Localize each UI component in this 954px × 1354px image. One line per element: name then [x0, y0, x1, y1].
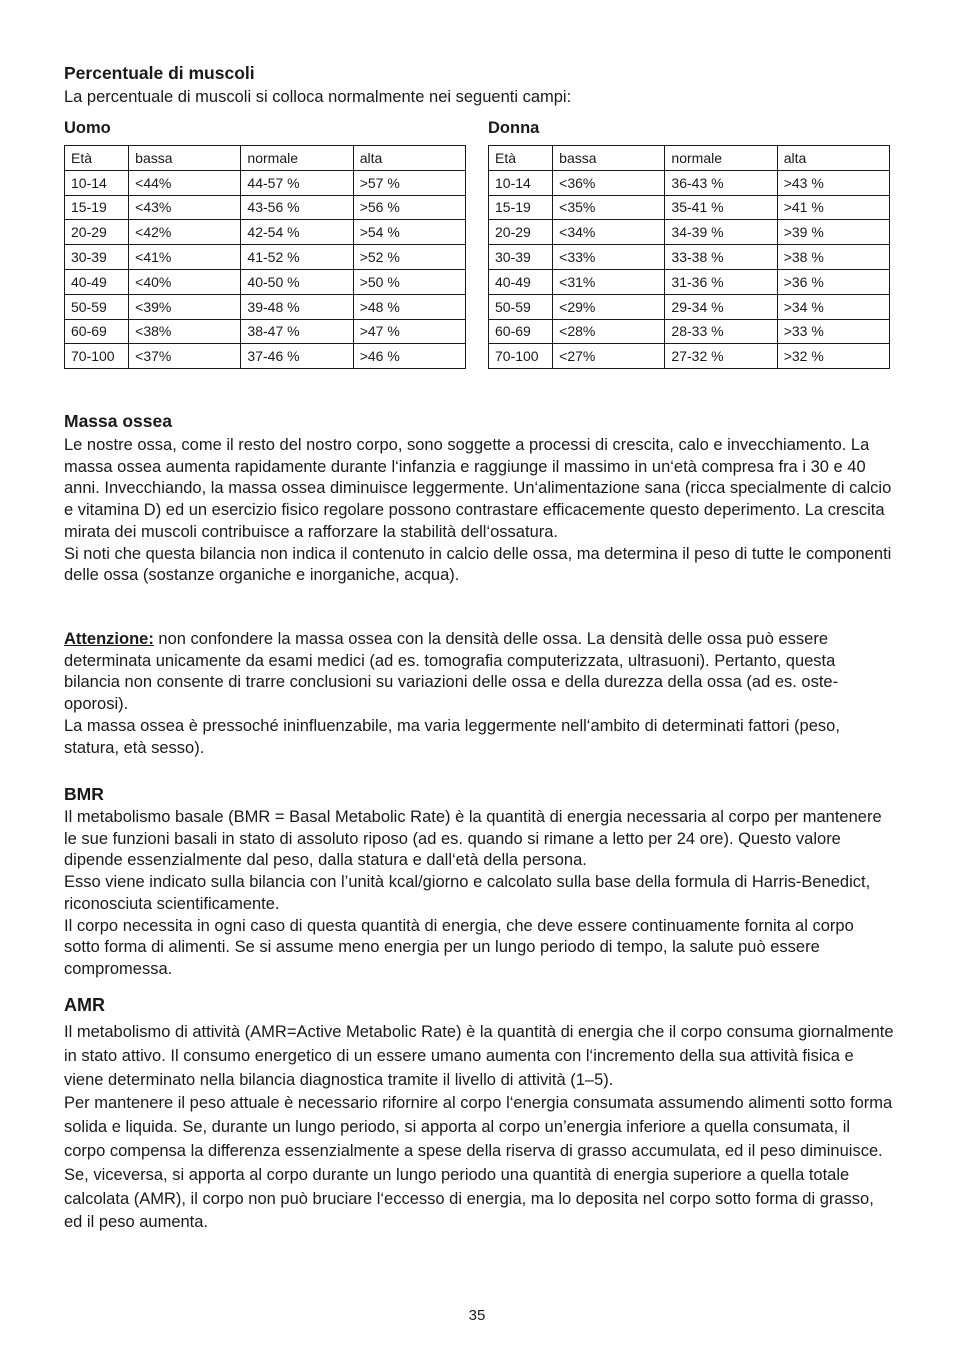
men-label: Uomo: [64, 119, 111, 137]
table-row: [65, 245, 466, 270]
table-header-row: [489, 146, 890, 171]
table-row: [489, 344, 890, 369]
table-cell: >50 %: [353, 269, 465, 294]
table-header-cell: alta: [777, 146, 889, 171]
table-row: [65, 294, 466, 319]
table-cell: 39-48 %: [241, 294, 353, 319]
page-number: 35: [468, 1307, 486, 1324]
table-cell: 35-41 %: [665, 195, 777, 220]
table-cell: 33-38 %: [665, 245, 777, 270]
table-row: [65, 269, 466, 294]
table-cell: 70-100: [489, 344, 553, 369]
table-cell: 50-59: [65, 294, 129, 319]
table-cell: <34%: [553, 220, 665, 245]
muscles-title: Percentuale di muscoli: [64, 63, 255, 83]
table-cell: <31%: [553, 269, 665, 294]
table-cell: 42-54 %: [241, 220, 353, 245]
table-header-cell: alta: [353, 146, 465, 171]
table-cell: >57 %: [353, 170, 465, 195]
bone-title: Massa ossea: [64, 411, 172, 431]
table-cell: 20-29: [65, 220, 129, 245]
amr-paragraph-1: Il metabolismo di attività (AMR=Active Metabolic Rate) è la quantità di energia che il corpo consuma giornalmente in stato attivo. Il consumo energetico di un essere umano aumenta con l‘incremento della sua attività fisica e viene determinato nella bilancia diagnostica tramite il livello di attività (1–5).: [64, 1023, 894, 1089]
table-cell: 30-39: [489, 245, 553, 270]
table-cell: 28-33 %: [665, 319, 777, 344]
table-cell: <28%: [553, 319, 665, 344]
table-cell: 30-39: [65, 245, 129, 270]
table-cell: <39%: [129, 294, 241, 319]
muscles-intro: La percentuale di muscoli si colloca normalmente nei seguenti campi:: [64, 88, 572, 106]
table-cell: <36%: [553, 170, 665, 195]
table-cell: 41-52 %: [241, 245, 353, 270]
table-cell: >41 %: [777, 195, 889, 220]
table-cell: <42%: [129, 220, 241, 245]
bmr-text: [64, 807, 894, 981]
table-row: [489, 195, 890, 220]
table-cell: <29%: [553, 294, 665, 319]
table-cell: >52 %: [353, 245, 465, 270]
table-cell: 43-56 %: [241, 195, 353, 220]
table-header-cell: bassa: [129, 146, 241, 171]
table-cell: 10-14: [489, 170, 553, 195]
table-cell: >48 %: [353, 294, 465, 319]
table-cell: 15-19: [65, 195, 129, 220]
table-cell: >34 %: [777, 294, 889, 319]
table-header-cell: normale: [241, 146, 353, 171]
table-cell: 37-46 %: [241, 344, 353, 369]
table-header-cell: normale: [665, 146, 777, 171]
table-cell: <27%: [553, 344, 665, 369]
table-cell: 40-49: [489, 269, 553, 294]
table-cell: 31-36 %: [665, 269, 777, 294]
table-cell: >46 %: [353, 344, 465, 369]
table-cell: 40-49: [65, 269, 129, 294]
table-cell: 60-69: [489, 319, 553, 344]
table-cell: 60-69: [65, 319, 129, 344]
men-muscle-table: [64, 145, 466, 369]
table-header-row: [65, 146, 466, 171]
table-cell: 15-19: [489, 195, 553, 220]
attention-text: non confondere la massa ossea con la densità delle ossa. La densità delle ossa può essere determinata unicamente da esami medici (ad es. tomografia computerizzata, ultrasuoni). Pertanto, questa bilancia non consente di trarre conclusioni su variazioni delle ossa e della durezza della ossa (ad es. osteoporosi).: [64, 630, 839, 714]
table-row: [65, 319, 466, 344]
table-cell: >36 %: [777, 269, 889, 294]
table-row: [65, 195, 466, 220]
table-row: [489, 294, 890, 319]
bone-paragraph-1: Le nostre ossa, come il resto del nostro corpo, sono soggette a processi di crescita, calo e invecchiamento. La massa ossea aumenta rapidamente durante l‘infanzia e raggiunge il massimo in un‘età compresa fra i 30 e 40 anni. Invecchiando, la massa ossea diminuisce leggermente. Un‘alimentazione sana (ricca specialmente di calcio e vitamina D) ed un esercizio fisico regolare possono contrastare efficacemente questo deperimento. La crescita mirata dei muscoli contribuisce a rafforzare la stabilità dell‘ossatura.: [64, 436, 892, 541]
table-cell: >39 %: [777, 220, 889, 245]
table-cell: 10-14: [65, 170, 129, 195]
attention-label: Attenzione:: [64, 630, 154, 648]
table-row: [489, 170, 890, 195]
table-cell: <38%: [129, 319, 241, 344]
bmr-paragraph-1: Il metabolismo basale (BMR = Basal Metabolic Rate) è la quantità di energia necessaria al corpo per mantenere le sue funzioni basali in stato di assoluto riposo (ad es. quando si rimane a letto per 24 ore). Questo valore dipende essenzialmente dal peso, dalla statura e dall‘età della persona.: [64, 808, 882, 870]
women-label: Donna: [488, 119, 540, 137]
amr-paragraph-2: Per mantenere il peso attuale è necessario rifornire al corpo l‘energia consumata assumendo alimenti sotto forma solida e liquida. Se, durante un lungo periodo, si apporta al corpo un’energia inferiore a quella consumata, il corpo compensa la differenza essenzialmente a spese della riserva di grasso accumulata, ed il peso diminuisce. Se, viceversa, si apporta al corpo durante un lungo periodo una quantità di energia superiore a quella totale calcolata (AMR), il corpo non può bruciare l‘eccesso di energia, ma lo deposita nel corpo sotto forma di grasso, ed il peso aumenta.: [64, 1094, 893, 1232]
bone-attention-block: [64, 629, 894, 759]
table-cell: <35%: [553, 195, 665, 220]
table-cell: >56 %: [353, 195, 465, 220]
table-row: [489, 269, 890, 294]
table-cell: 34-39 %: [665, 220, 777, 245]
table-header-cell: bassa: [553, 146, 665, 171]
table-cell: 27-32 %: [665, 344, 777, 369]
table-cell: <40%: [129, 269, 241, 294]
bone-paragraph-2: Si noti che questa bilancia non indica il contenuto in calcio delle ossa, ma determina il peso di tutte le componenti delle ossa (sostanze organiche e inorganiche, acqua).: [64, 544, 892, 585]
amr-title: AMR: [64, 995, 105, 1015]
table-cell: >43 %: [777, 170, 889, 195]
table-cell: >54 %: [353, 220, 465, 245]
table-cell: 38-47 %: [241, 319, 353, 344]
table-cell: <37%: [129, 344, 241, 369]
table-cell: 70-100: [65, 344, 129, 369]
table-cell: 44-57 %: [241, 170, 353, 195]
bone-paragraph-3: [64, 629, 894, 716]
table-cell: <44%: [129, 170, 241, 195]
table-cell: >47 %: [353, 319, 465, 344]
table-row: [489, 319, 890, 344]
table-cell: 20-29: [489, 220, 553, 245]
table-cell: >32 %: [777, 344, 889, 369]
table-row: [65, 170, 466, 195]
bmr-paragraph-3: Il corpo necessita in ogni caso di questa quantità di energia, che deve essere continuamente fornita al corpo sotto forma di alimenti. Se si assume meno energia per un lungo periodo di tempo, la salute può essere compromessa.: [64, 916, 854, 978]
amr-text: [64, 1021, 894, 1235]
table-cell: >33 %: [777, 319, 889, 344]
bone-text: [64, 435, 894, 587]
table-header-cell: Età: [65, 146, 129, 171]
table-row: [489, 220, 890, 245]
table-cell: 36-43 %: [665, 170, 777, 195]
table-cell: >38 %: [777, 245, 889, 270]
table-cell: 40-50 %: [241, 269, 353, 294]
bmr-paragraph-2: Esso viene indicato sulla bilancia con l’unità kcal/giorno e calcolato sulla base della formula di Harris-Benedict, riconosciuta scientificamente.: [64, 873, 871, 913]
table-row: [489, 245, 890, 270]
women-muscle-table: [488, 145, 890, 369]
bmr-title: BMR: [64, 784, 104, 804]
table-cell: <41%: [129, 245, 241, 270]
table-row: [65, 344, 466, 369]
table-cell: <33%: [553, 245, 665, 270]
table-cell: 29-34 %: [665, 294, 777, 319]
table-row: [65, 220, 466, 245]
table-cell: <43%: [129, 195, 241, 220]
bone-paragraph-4: La massa ossea è pressoché ininfluenzabile, ma varia leggermente nell‘ambito di determinati fattori (peso, statura, età sesso).: [64, 716, 840, 757]
table-header-cell: Età: [489, 146, 553, 171]
table-cell: 50-59: [489, 294, 553, 319]
